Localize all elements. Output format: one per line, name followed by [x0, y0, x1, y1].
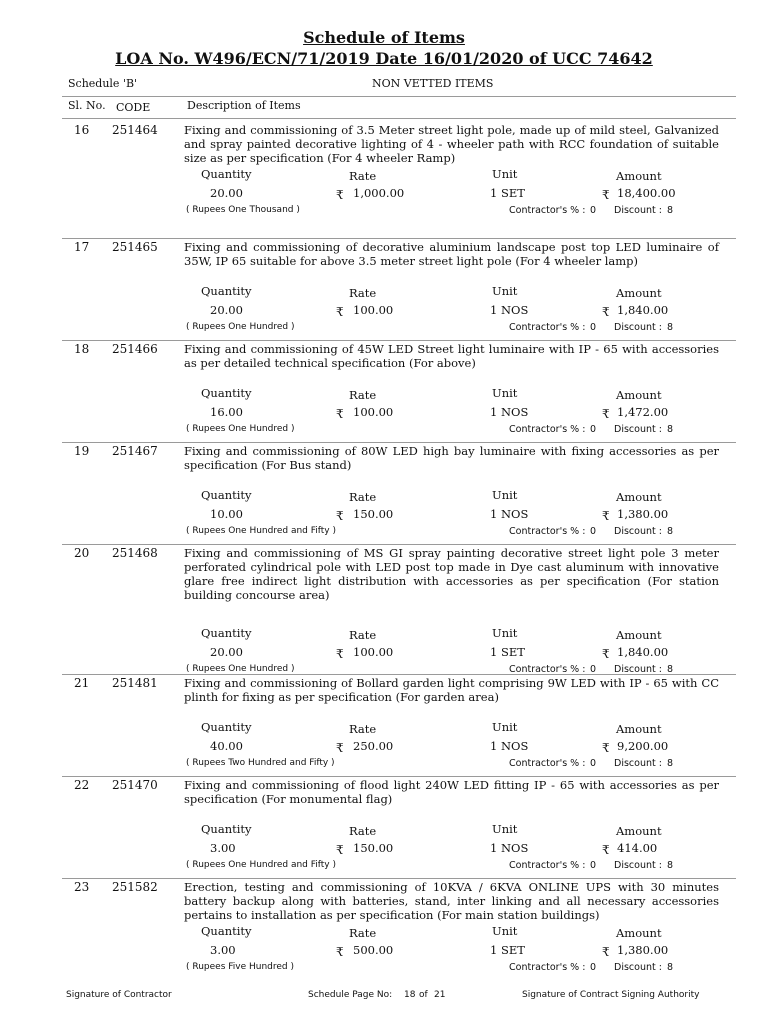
list-item — [0, 676, 768, 786]
unit-label: Unit — [492, 924, 518, 938]
rupee-icon: ₹ — [336, 407, 344, 421]
item-code: 251582 — [112, 880, 158, 894]
quantity-value: 20.00 — [210, 303, 243, 317]
item-divider — [62, 776, 736, 777]
amount-in-words: ( Rupees Five Hundred ) — [186, 962, 295, 972]
rupee-icon: ₹ — [336, 647, 344, 661]
amount-value: 18,400.00 — [617, 186, 676, 200]
rate-value: 150.00 — [353, 507, 394, 521]
amount-in-words: ( Rupees One Hundred and Fifty ) — [186, 860, 337, 870]
column-sl-no: Sl. No. — [68, 99, 106, 112]
discount-value: 8 — [667, 860, 674, 871]
contractor-percent-label: Contractor's % : — [509, 860, 586, 871]
discount-value: 8 — [667, 758, 674, 769]
rate-value: 150.00 — [353, 841, 394, 855]
footer-page-no: 18 — [404, 990, 416, 1000]
discount-value: 8 — [667, 322, 674, 333]
item-code: 251467 — [112, 444, 158, 458]
list-item — [0, 444, 768, 554]
footer-of-label: of — [419, 990, 428, 1000]
quantity-label: Quantity — [201, 488, 252, 502]
unit-label: Unit — [492, 167, 518, 181]
quantity-value: 16.00 — [210, 405, 243, 419]
item-description: Fixing and commissioning of 45W LED Street light luminaire with IP - 65 with accessories as per detailed technical specification (For above) — [184, 342, 719, 370]
rate-value: 1,000.00 — [353, 186, 405, 200]
list-item — [0, 546, 768, 675]
discount-label: Discount : — [614, 664, 662, 675]
quantity-value: 3.00 — [210, 841, 236, 855]
quantity-label: Quantity — [201, 626, 252, 640]
rupee-icon: ₹ — [336, 509, 344, 523]
item-code: 251470 — [112, 778, 158, 792]
item-sl-no: 23 — [74, 880, 90, 894]
list-item — [0, 880, 768, 990]
page-title: Schedule of Items — [303, 28, 465, 47]
discount-label: Discount : — [614, 322, 662, 333]
footer-total-pages: 21 — [434, 990, 446, 1000]
discount-label: Discount : — [614, 424, 662, 435]
item-code: 251465 — [112, 240, 158, 254]
quantity-label: Quantity — [201, 386, 252, 400]
rupee-icon: ₹ — [602, 843, 610, 857]
item-divider — [62, 674, 736, 675]
rate-value: 100.00 — [353, 405, 394, 419]
discount-label: Discount : — [614, 758, 662, 769]
item-divider — [62, 238, 736, 239]
amount-in-words: ( Rupees One Hundred ) — [186, 424, 295, 434]
contractor-percent-label: Contractor's % : — [509, 664, 586, 675]
unit-value: 1 NOS — [490, 405, 529, 419]
item-divider — [62, 878, 736, 879]
rupee-icon: ₹ — [336, 188, 344, 202]
discount-label: Discount : — [614, 205, 662, 216]
quantity-value: 20.00 — [210, 186, 243, 200]
unit-value: 1 NOS — [490, 739, 529, 753]
footer-page-label: Schedule Page No: — [308, 990, 393, 1000]
rate-value: 500.00 — [353, 943, 394, 957]
schedule-label: Schedule 'B' — [68, 77, 138, 90]
list-item — [0, 342, 768, 452]
unit-label: Unit — [492, 822, 518, 836]
discount-label: Discount : — [614, 962, 662, 973]
item-divider — [62, 544, 736, 545]
item-sl-no: 17 — [74, 240, 90, 254]
rupee-icon: ₹ — [602, 509, 610, 523]
unit-label: Unit — [492, 720, 518, 734]
rate-label: Rate — [349, 286, 377, 300]
amount-value: 9,200.00 — [617, 739, 669, 753]
header-divider — [62, 96, 736, 97]
item-sl-no: 21 — [74, 676, 90, 690]
item-sl-no: 20 — [74, 546, 90, 560]
discount-label: Discount : — [614, 860, 662, 871]
rupee-icon: ₹ — [336, 843, 344, 857]
amount-in-words: ( Rupees One Hundred and Fifty ) — [186, 526, 337, 536]
quantity-label: Quantity — [201, 720, 252, 734]
amount-in-words: ( Rupees One Hundred ) — [186, 322, 295, 332]
unit-label: Unit — [492, 626, 518, 640]
rate-value: 250.00 — [353, 739, 394, 753]
page-subtitle: LOA No. W496/ECN/71/2019 Date 16/01/2020 of UCC 74642 — [115, 49, 653, 68]
column-code: CODE — [116, 101, 151, 114]
item-sl-no: 19 — [74, 444, 90, 458]
discount-value: 8 — [667, 205, 674, 216]
item-description: Fixing and commissioning of Bollard garden light comprising 9W LED with IP - 65 with CC plinth for fixing as per specification (For garden area) — [184, 676, 719, 704]
unit-value: 1 SET — [490, 645, 525, 659]
contractor-percent-label: Contractor's % : — [509, 526, 586, 537]
amount-in-words: ( Rupees Two Hundred and Fifty ) — [186, 758, 335, 768]
amount-value: 1,472.00 — [617, 405, 669, 419]
rate-label: Rate — [349, 169, 377, 183]
discount-value: 8 — [667, 424, 674, 435]
quantity-value: 10.00 — [210, 507, 243, 521]
contractor-percent-value: 0 — [590, 205, 597, 216]
discount-value: 8 — [667, 664, 674, 675]
unit-value: 1 SET — [490, 186, 525, 200]
rupee-icon: ₹ — [602, 407, 610, 421]
contractor-percent-label: Contractor's % : — [509, 322, 586, 333]
quantity-label: Quantity — [201, 822, 252, 836]
contractor-percent-value: 0 — [590, 860, 597, 871]
discount-value: 8 — [667, 962, 674, 973]
item-code: 251464 — [112, 123, 158, 137]
item-description: Fixing and commissioning of MS GI spray painting decorative street light pole 3 meter perforated cylindrical pole with LED post top made in Dye cast aluminum with innovative glare free indirect light distribution with accessories as per specification (For station building concourse area) — [184, 546, 719, 602]
contractor-percent-value: 0 — [590, 424, 597, 435]
item-description: Fixing and commissioning of flood light 240W LED fitting IP - 65 with accessories as per specification (For monumental flag) — [184, 778, 719, 806]
rupee-icon: ₹ — [602, 305, 610, 319]
unit-value: 1 NOS — [490, 841, 529, 855]
unit-value: 1 NOS — [490, 507, 529, 521]
list-item — [0, 123, 768, 233]
contractor-percent-label: Contractor's % : — [509, 205, 586, 216]
amount-label: Amount — [616, 628, 662, 642]
contractor-percent-value: 0 — [590, 758, 597, 769]
contractor-percent-label: Contractor's % : — [509, 424, 586, 435]
discount-value: 8 — [667, 526, 674, 537]
item-description: Erection, testing and commissioning of 10KVA / 6KVA ONLINE UPS with 30 minutes battery backup along with batteries, stand, inter linking and all necessary accessories pertains to installation as per specification (For main station buildings) — [184, 880, 719, 922]
contractor-percent-value: 0 — [590, 322, 597, 333]
amount-label: Amount — [616, 169, 662, 183]
item-description: Fixing and commissioning of 80W LED high bay luminaire with fixing accessories as per specification (For Bus stand) — [184, 444, 719, 472]
amount-label: Amount — [616, 926, 662, 940]
contractor-percent-value: 0 — [590, 526, 597, 537]
rate-value: 100.00 — [353, 645, 394, 659]
rupee-icon: ₹ — [336, 741, 344, 755]
column-header-divider — [62, 118, 736, 119]
rate-value: 100.00 — [353, 303, 394, 317]
rate-label: Rate — [349, 722, 377, 736]
amount-value: 1,840.00 — [617, 303, 669, 317]
unit-label: Unit — [492, 284, 518, 298]
amount-label: Amount — [616, 286, 662, 300]
list-item — [0, 240, 768, 350]
quantity-value: 40.00 — [210, 739, 243, 753]
rupee-icon: ₹ — [336, 305, 344, 319]
amount-value: 414.00 — [617, 841, 658, 855]
footer-right: Signature of Contract Signing Authority — [522, 990, 700, 1000]
quantity-label: Quantity — [201, 924, 252, 938]
quantity-value: 3.00 — [210, 943, 236, 957]
item-description: Fixing and commissioning of 3.5 Meter street light pole, made up of mild steel, Galvanized and spray painted decorative lighting of 4 - wheeler path with RCC foundation of suitable size as per specification (For 4 wheeler Ramp) — [184, 123, 719, 165]
amount-value: 1,380.00 — [617, 507, 669, 521]
unit-value: 1 NOS — [490, 303, 529, 317]
amount-in-words: ( Rupees One Thousand ) — [186, 205, 300, 215]
item-description: Fixing and commissioning of decorative aluminium landscape post top LED luminaire of 35W, IP 65 suitable for above 3.5 meter street light pole (For 4 wheeler lamp) — [184, 240, 719, 268]
rate-label: Rate — [349, 824, 377, 838]
rate-label: Rate — [349, 388, 377, 402]
amount-value: 1,380.00 — [617, 943, 669, 957]
amount-label: Amount — [616, 490, 662, 504]
item-divider — [62, 442, 736, 443]
rate-label: Rate — [349, 926, 377, 940]
amount-label: Amount — [616, 824, 662, 838]
rate-label: Rate — [349, 628, 377, 642]
rupee-icon: ₹ — [602, 741, 610, 755]
unit-label: Unit — [492, 386, 518, 400]
footer-left: Signature of Contractor — [66, 990, 172, 1000]
item-code: 251481 — [112, 676, 158, 690]
rupee-icon: ₹ — [336, 945, 344, 959]
amount-value: 1,840.00 — [617, 645, 669, 659]
item-sl-no: 16 — [74, 123, 90, 137]
item-divider — [62, 340, 736, 341]
unit-label: Unit — [492, 488, 518, 502]
rupee-icon: ₹ — [602, 945, 610, 959]
amount-label: Amount — [616, 388, 662, 402]
rupee-icon: ₹ — [602, 188, 610, 202]
amount-in-words: ( Rupees One Hundred ) — [186, 664, 295, 674]
quantity-label: Quantity — [201, 167, 252, 181]
category-label: NON VETTED ITEMS — [372, 77, 494, 90]
unit-value: 1 SET — [490, 943, 525, 957]
quantity-value: 20.00 — [210, 645, 243, 659]
column-description: Description of Items — [187, 99, 301, 112]
rate-label: Rate — [349, 490, 377, 504]
quantity-label: Quantity — [201, 284, 252, 298]
contractor-percent-value: 0 — [590, 962, 597, 973]
contractor-percent-label: Contractor's % : — [509, 758, 586, 769]
rupee-icon: ₹ — [602, 647, 610, 661]
amount-label: Amount — [616, 722, 662, 736]
item-sl-no: 18 — [74, 342, 90, 356]
contractor-percent-value: 0 — [590, 664, 597, 675]
list-item — [0, 778, 768, 888]
contractor-percent-label: Contractor's % : — [509, 962, 586, 973]
item-code: 251466 — [112, 342, 158, 356]
discount-label: Discount : — [614, 526, 662, 537]
item-code: 251468 — [112, 546, 158, 560]
item-sl-no: 22 — [74, 778, 90, 792]
